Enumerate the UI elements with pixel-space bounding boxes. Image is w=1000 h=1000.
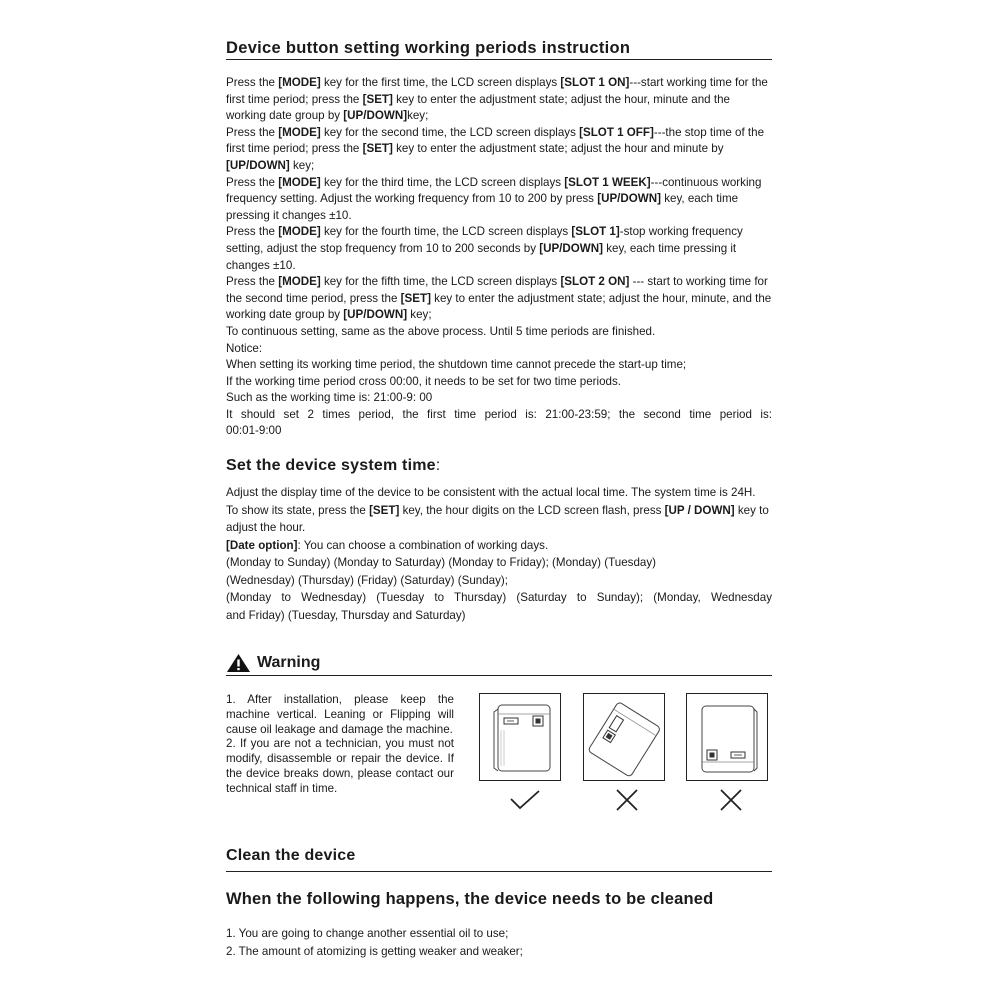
mode-step-5: Press the [MODE] key for the fifth time, the LCD screen displays [SLOT 2 ON] --- start to working time for the second time period, press the [SET] key to enter the adjustment state; adjust the hour, minute, and the working date group by [UP/DOWN] key; bbox=[226, 275, 772, 322]
device-tilted-illustration bbox=[584, 694, 663, 779]
clean-item-2: 2. The amount of atomizing is getting weaker and weaker; bbox=[226, 945, 523, 958]
check-icon bbox=[509, 789, 541, 811]
date-option-line-4: and Friday) (Tuesday, Thursday and Saturday) bbox=[226, 608, 466, 622]
notice-line-5: 00:01-9:00 bbox=[226, 424, 282, 438]
mode-step-1: Press the [MODE] key for the first time, the LCD screen displays [SLOT 1 ON]---start working time for the first time period; press the [SET] key to enter the adjustment state; adjust the hour, minute and the working date group by [UP/DOWN]key; bbox=[226, 76, 768, 123]
date-option-line-2: (Wednesday) (Thursday) (Friday) (Saturday) (Sunday); bbox=[226, 573, 508, 587]
notice-line-2: If the working time period cross 00:00, it needs to be set for two time periods. bbox=[226, 374, 622, 388]
continue-note: To continuous setting, same as the above process. Until 5 time periods are finished. bbox=[226, 324, 656, 338]
notice-label: Notice: bbox=[226, 341, 263, 355]
clean-item-1: 1. You are going to change another essential oil to use; bbox=[226, 927, 509, 940]
date-option-line-1: (Monday to Sunday) (Monday to Saturday) (Monday to Friday); (Monday) (Tuesday) bbox=[226, 556, 657, 570]
clean-title: Clean the device bbox=[226, 845, 772, 872]
cross-icon bbox=[715, 789, 747, 811]
instruction-page bbox=[226, 38, 772, 624]
device-flipped-illustration bbox=[687, 694, 766, 779]
system-time-set: To show its state, press the [SET] key, the hour digits on the LCD screen flash, press [UP / DOWN] key to adjust the hour. bbox=[226, 503, 769, 535]
warning-text bbox=[226, 693, 454, 797]
figure-device-upright bbox=[479, 693, 561, 781]
clean-subtitle: When the following happens, the device needs to be cleaned bbox=[226, 890, 714, 908]
clean-section bbox=[226, 845, 772, 961]
warning-triangle-icon bbox=[226, 653, 251, 673]
warning-item-1: 1. After installation, please keep the machine vertical. Leaning or Flipping will cause oil leakage and damage the machine. bbox=[226, 693, 454, 736]
warning-title: Warning bbox=[226, 652, 772, 676]
cross-icon bbox=[611, 789, 643, 811]
date-option-line-3: (Monday to Wednesday) (Tuesday to Thursday) (Saturday to Sunday); (Monday, Wednesday bbox=[226, 591, 772, 605]
notice-line-4: It should set 2 times period, the first time period is: 21:00-23:59; the second time period is: bbox=[226, 407, 772, 421]
device-upright-illustration bbox=[480, 694, 559, 779]
system-time-desc: Adjust the display time of the device to be consistent with the actual local time. The system time is 24H. bbox=[226, 486, 756, 500]
warning-item-2: 2. If you are not a technician, you must not modify, disassemble or repair the device. If the device breaks down, please contact our technical staff in time. bbox=[226, 737, 454, 795]
mode-step-2: Press the [MODE] key for the second time, the LCD screen displays [SLOT 1 OFF]---the stop time of the first time period; press the [SET] key to enter the adjustment state; adjust the hour and minute by [UP/DOWN] key; bbox=[226, 125, 765, 172]
page-title: Device button setting working periods instruction bbox=[226, 38, 772, 60]
mode-step-4: Press the [MODE] key for the fourth time, the LCD screen displays [SLOT 1]-stop working frequency setting, adjust the stop frequency from 10 to 200 seconds by [UP/DOWN] key, each time pressing it changes ±10. bbox=[226, 225, 743, 272]
date-option: [Date option]: You can choose a combination of working days. bbox=[226, 538, 549, 552]
notice-line-1: When setting its working time period, the shutdown time cannot precede the start-up time; bbox=[226, 358, 687, 372]
system-time-title: Set the device system time: bbox=[226, 457, 441, 475]
figure-device-flipped bbox=[686, 693, 768, 781]
mode-step-3: Press the [MODE] key for the third time, the LCD screen displays [SLOT 1 WEEK]---continuous working frequency setting. Adjust the working frequency from 10 to 200 by press [UP/DOWN] key, each time pressing it changes ±10. bbox=[226, 175, 762, 222]
figure-device-tilted bbox=[583, 693, 665, 781]
warning-section bbox=[226, 652, 772, 676]
notice-line-3: Such as the working time is: 21:00-9: 00 bbox=[226, 391, 433, 405]
